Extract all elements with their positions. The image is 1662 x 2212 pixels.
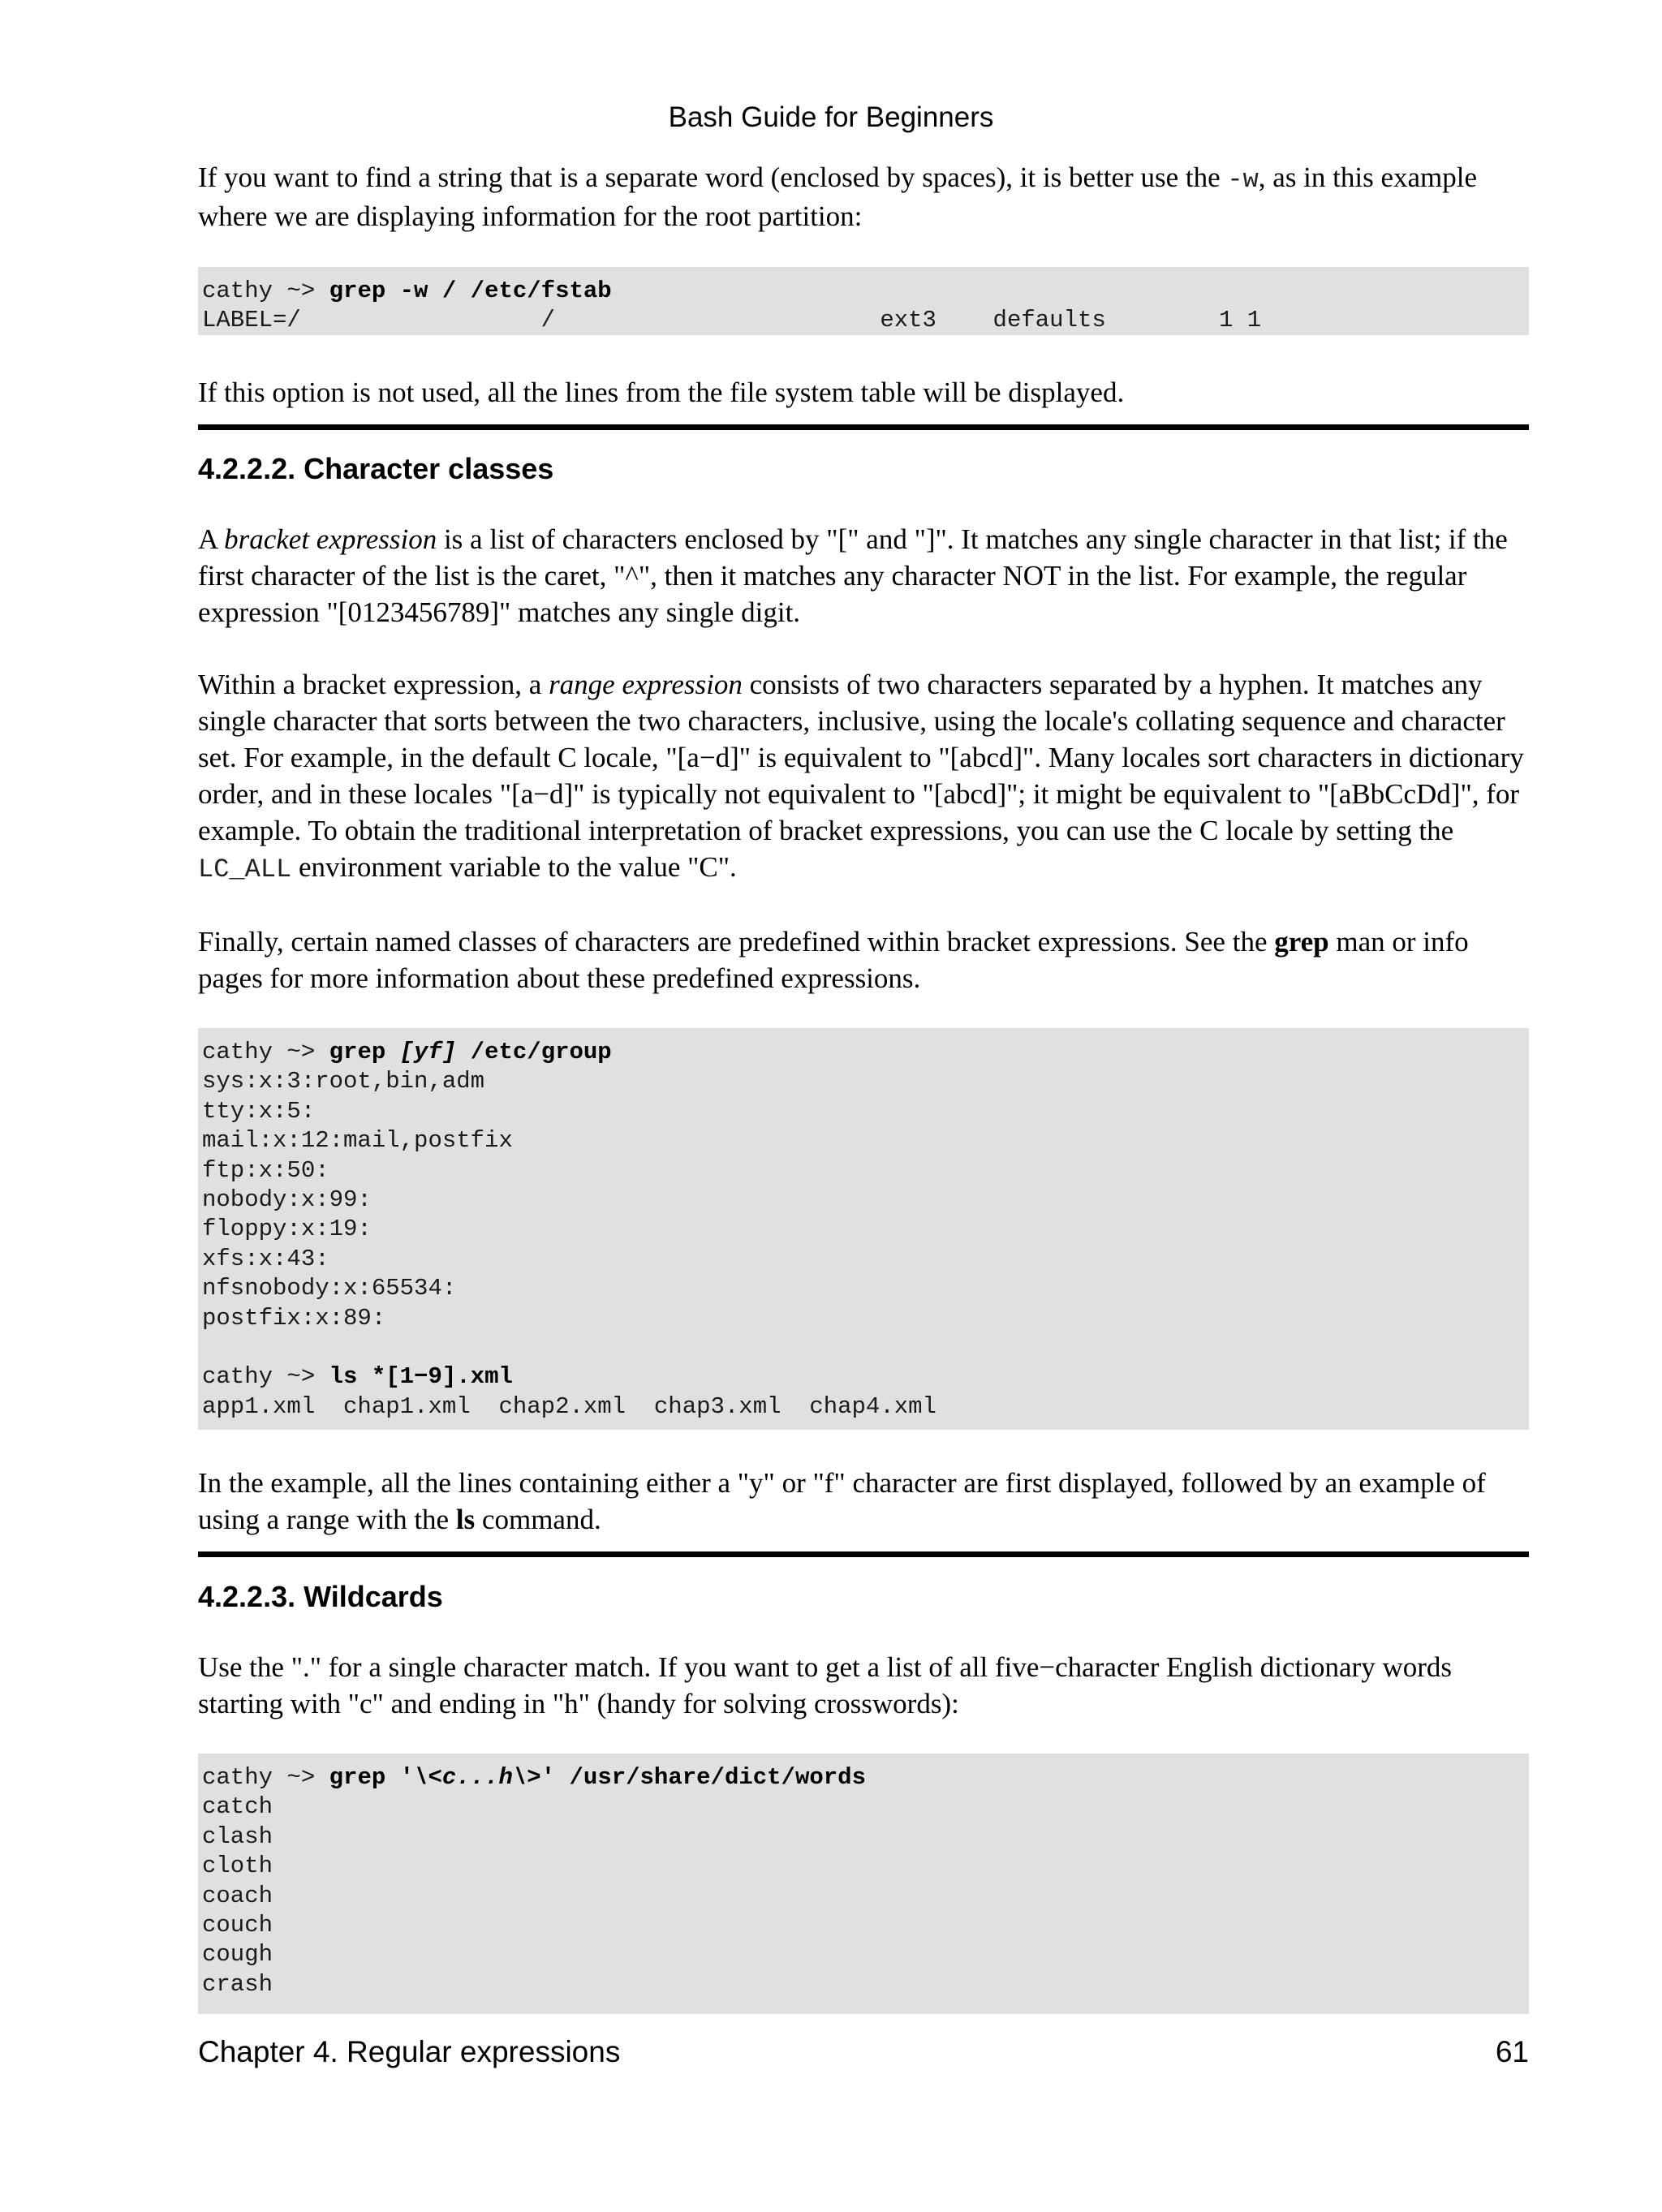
text: man or info pages for more information about these predefined expressions. [198,926,1469,994]
output-line: app1.xml chap1.xml chap2.xml chap3.xml chap4.xml [202,1392,936,1420]
text: Within a bracket expression, a [198,669,549,700]
command-line [202,1038,1524,1067]
command-line [202,1362,1524,1392]
text: is a list of characters enclosed by "[" and "]". It matches any single character in that list; if the first character of the list is the caret, "^", then it matches any character NOT in the list. For example, the regular expression "[0123456789]" matches any single digit. [198,523,1508,628]
output-line: mail:x:12:mail,postfix [202,1127,513,1155]
output-line: catch [202,1793,273,1821]
output-line: ftp:x:50: [202,1156,329,1184]
screen-dict-words [198,1754,1529,2014]
text: Finally, certain named classes of characters are predefined within bracket expressions. See the [198,926,1275,958]
command-name: grep [1274,926,1329,958]
output-line: coach [202,1882,273,1909]
paragraph-separate-word [198,159,1529,235]
output-line: nobody:x:99: [202,1186,372,1213]
text: A [198,523,225,555]
inline-code: -w [1227,165,1259,195]
output-line: LABEL=/ / ext3 defaults 1 1 [202,307,1262,334]
page-header-title: Bash Guide for Beginners [668,101,994,133]
output-line: cough [202,1941,273,1969]
text: If you want to find a string that is a separate word (enclosed by spaces), it is better use the [198,161,1228,193]
output-line: crash [202,1970,273,1998]
command: grep [yf] /etc/group [329,1039,612,1065]
output-line: clash [202,1823,273,1850]
output-line: nfsnobody:x:65534: [202,1275,457,1302]
page-footer [198,2035,1529,2069]
paragraph-option-not-used: If this option is not used, all the lines from the file system table will be displayed. [198,377,1125,408]
command: grep '\<c...h\>' /usr/share/dict/words [329,1764,866,1791]
section-heading-character-classes: 4.2.2.2. Character classes [198,452,554,485]
inline-code: LC_ALL [198,854,292,884]
text: environment variable to the value "C". [291,851,737,883]
footer-page-number: 61 [1495,2035,1529,2068]
screen-fstab [198,267,1529,335]
page-content [198,159,1529,2014]
command-line [202,277,1524,306]
paragraph-example-explanation [198,1465,1529,1538]
text: consists of two characters separated by a hyphen. It matches any single character that sorts between the two characters, inclusive, using the locale's collating sequence and character set. For example, in the default C locale, "[a−d]" is equivalent to "[abcd]". Many locales sort characters in dictionary order, and in these locales "[a−d]" is typically not equivalent to "[abcd]"; it might be equivalent to "[aBbCcDd]", for example. To obtain the traditional interpretation of bracket expressions, you can use the C locale by setting the [198,669,1524,846]
paragraph-single-char-match: Use the "." for a single character match. If you want to get a list of all five−character English dictionary words starting with "c" and ending in "h" (handy for solving crosswords): [198,1651,1452,1719]
output-line: sys:x:3:root,bin,adm [202,1068,485,1095]
paragraph-range-expression [198,666,1529,888]
prompt: cathy ~> [202,1764,329,1791]
command: grep -w / /etc/fstab [329,278,612,304]
section-heading-wildcards: 4.2.2.3. Wildcards [198,1580,443,1613]
command-name: ls [455,1504,476,1535]
command-line [202,1763,1524,1792]
emphasis: range expression [549,669,743,700]
command: ls *[1−9].xml [329,1363,513,1391]
output-line: floppy:x:19: [202,1216,372,1243]
output-line: xfs:x:43: [202,1245,329,1272]
text: In the example, all the lines containing either a "y" or "f" character are first displayed, followed by an example of using a range with the [198,1467,1486,1535]
prompt: cathy ~> [202,1363,329,1391]
paragraph-named-classes [198,923,1529,996]
prompt: cathy ~> [202,1039,329,1065]
blank-line [202,1333,1524,1362]
section-divider [198,424,1529,430]
footer-chapter: Chapter 4. Regular expressions [198,2035,621,2068]
text: command. [475,1504,601,1535]
output-line: postfix:x:89: [202,1304,386,1332]
paragraph-bracket-expression [198,521,1529,630]
prompt: cathy ~> [202,278,329,304]
output-line: couch [202,1911,273,1939]
text: , as in this example where we are displaying information for the root partition: [198,161,1478,232]
output-line: tty:x:5: [202,1097,316,1125]
emphasis: bracket expression [224,523,437,555]
output-line: cloth [202,1853,273,1880]
screen-group-ls [198,1028,1529,1430]
section-divider [198,1551,1529,1557]
